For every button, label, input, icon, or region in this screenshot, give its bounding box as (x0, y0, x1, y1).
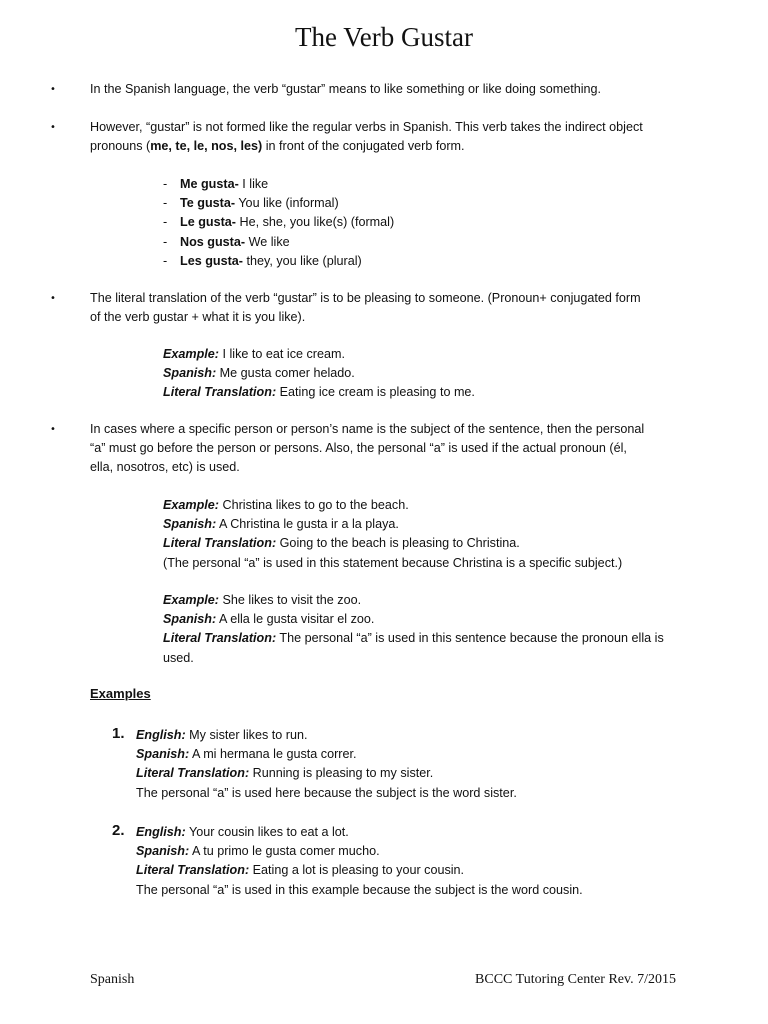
example-text: She likes to visit the zoo. (219, 593, 362, 607)
spanish-label: Spanish: (136, 747, 190, 762)
example-text: Christina likes to go to the beach. (219, 498, 409, 512)
spanish-text: A mi hermana le gusta correr. (189, 747, 357, 762)
pronoun-list (163, 175, 394, 271)
literal-translation-line (163, 383, 713, 402)
english-line (136, 726, 716, 745)
bullet-icon: • (50, 293, 56, 304)
english-text: My sister likes to run. (185, 728, 308, 742)
literal-translation-text: Going to the beach is pleasing to Christina. (276, 536, 520, 551)
literal-translation-line (163, 534, 713, 553)
footer-revision: BCCC Tutoring Center Rev. 7/2015 (475, 972, 676, 987)
list-item (163, 233, 394, 252)
list-meaning: they, you like (plural) (242, 253, 362, 268)
literal-paragraph (90, 289, 715, 327)
literal-translation-label: Literal Translation: (136, 766, 250, 781)
example-block-3 (163, 591, 713, 668)
spanish-text: A ella le gusta visitar el zoo. (216, 612, 375, 627)
literal-translation-label: Literal Translation: (163, 631, 277, 646)
example-block-2 (163, 496, 713, 573)
example-line (163, 591, 713, 610)
english-text: Your cousin likes to eat a lot. (185, 825, 349, 839)
spanish-text: A tu primo le gusta comer mucho. (189, 844, 380, 859)
spanish-text: Me gusta comer helado. (216, 366, 355, 381)
list-item (163, 194, 394, 213)
spanish-line (163, 515, 713, 534)
paragraph-text: “a” must go before the person or persons. Also, the personal “a” is used if the actual pronoun (él, (90, 441, 627, 456)
literal-translation-text: Running is pleasing to my sister. (249, 766, 434, 781)
example-line (163, 345, 713, 364)
english-line (136, 823, 716, 842)
literal-translation-text: Eating a lot is pleasing to your cousin. (249, 863, 465, 878)
list-meaning: We like (245, 234, 290, 249)
example-note: (The personal “a” is used in this statement because Christina is a specific subject.) (163, 555, 623, 570)
numbered-example-2 (136, 823, 716, 900)
literal-translation-text: Eating ice cream is pleasing to me. (276, 385, 475, 400)
spanish-line (136, 745, 716, 764)
literal-translation-text: The personal “a” is used in this sentence because the pronoun ella is (276, 631, 664, 646)
spanish-text: A Christina le gusta ir a la playa. (216, 517, 399, 532)
example-text: I like to eat ice cream. (219, 347, 345, 361)
list-item (163, 213, 394, 232)
literal-translation-label: Literal Translation: (163, 536, 277, 551)
literal-translation-line (163, 629, 713, 648)
literal-translation-line (136, 861, 716, 880)
spanish-label: Spanish: (136, 844, 190, 859)
example-note: The personal “a” is used here because the subject is the word sister. (136, 785, 517, 800)
paragraph-text: The literal translation of the verb “gustar” is to be pleasing to someone. (Pronoun+ conjugated form (90, 291, 641, 305)
example-block-1 (163, 345, 713, 403)
paragraph-text: pronouns ( (90, 139, 151, 154)
intro-paragraph-2 (90, 118, 715, 156)
spanish-line (163, 610, 713, 629)
example-number: 1. (112, 725, 125, 742)
bullet-icon: • (50, 122, 56, 133)
example-line (163, 496, 713, 515)
list-meaning: You like (informal) (235, 196, 339, 211)
dash-marker: - (163, 215, 168, 230)
list-item (163, 175, 394, 194)
pronoun-list-inline: me, te, le, nos, les) (150, 139, 263, 154)
spanish-label: Spanish: (163, 612, 217, 627)
spanish-line (136, 842, 716, 861)
list-meaning: I like (238, 177, 269, 191)
example-label: Example: (163, 498, 219, 512)
english-label: English: (136, 728, 186, 742)
footer-subject: Spanish (90, 972, 135, 987)
example-label: Example: (163, 347, 219, 361)
literal-translation-continued: used. (163, 650, 194, 665)
paragraph-text: In the Spanish language, the verb “gustar” means to like something or like doing something. (90, 82, 602, 96)
dash-marker: - (163, 253, 168, 268)
list-meaning: He, she, you like(s) (formal) (235, 215, 395, 230)
paragraph-text: However, “gustar” is not formed like the regular verbs in Spanish. This verb takes the indirect object (90, 120, 643, 134)
list-item (163, 252, 394, 271)
paragraph-text-line-2 (90, 137, 715, 156)
bullet-icon: • (50, 424, 56, 435)
page-title: The Verb Gustar (295, 22, 473, 52)
spanish-label: Spanish: (163, 517, 217, 532)
literal-translation-line (136, 764, 716, 783)
dash-marker: - (163, 177, 168, 191)
list-term: Le gusta- (180, 215, 236, 230)
spanish-label: Spanish: (163, 366, 217, 381)
bullet-icon: • (50, 84, 56, 95)
examples-heading: Examples (90, 686, 151, 701)
dash-marker: - (163, 234, 168, 249)
intro-paragraph-1 (90, 80, 715, 99)
list-term: Te gusta- (180, 196, 236, 211)
paragraph-text: In cases where a specific person or person’s name is the subject of the sentence, then the personal (90, 422, 645, 436)
list-term: Me gusta- (180, 177, 239, 191)
paragraph-text: of the verb gustar + what it is you like). (90, 310, 306, 325)
literal-translation-label: Literal Translation: (136, 863, 250, 878)
literal-translation-label: Literal Translation: (163, 385, 277, 400)
list-term: Les gusta- (180, 253, 243, 268)
list-term: Nos gusta- (180, 234, 246, 249)
example-label: Example: (163, 593, 219, 607)
paragraph-text: ella, nosotros, etc) is used. (90, 460, 240, 475)
personal-a-paragraph (90, 420, 715, 478)
example-number: 2. (112, 822, 125, 839)
numbered-example-1 (136, 726, 716, 803)
example-note: The personal “a” is used in this example because the subject is the word cousin. (136, 882, 583, 897)
english-label: English: (136, 825, 186, 839)
spanish-line (163, 364, 713, 383)
paragraph-text: in front of the conjugated verb form. (262, 139, 465, 154)
dash-marker: - (163, 196, 168, 211)
